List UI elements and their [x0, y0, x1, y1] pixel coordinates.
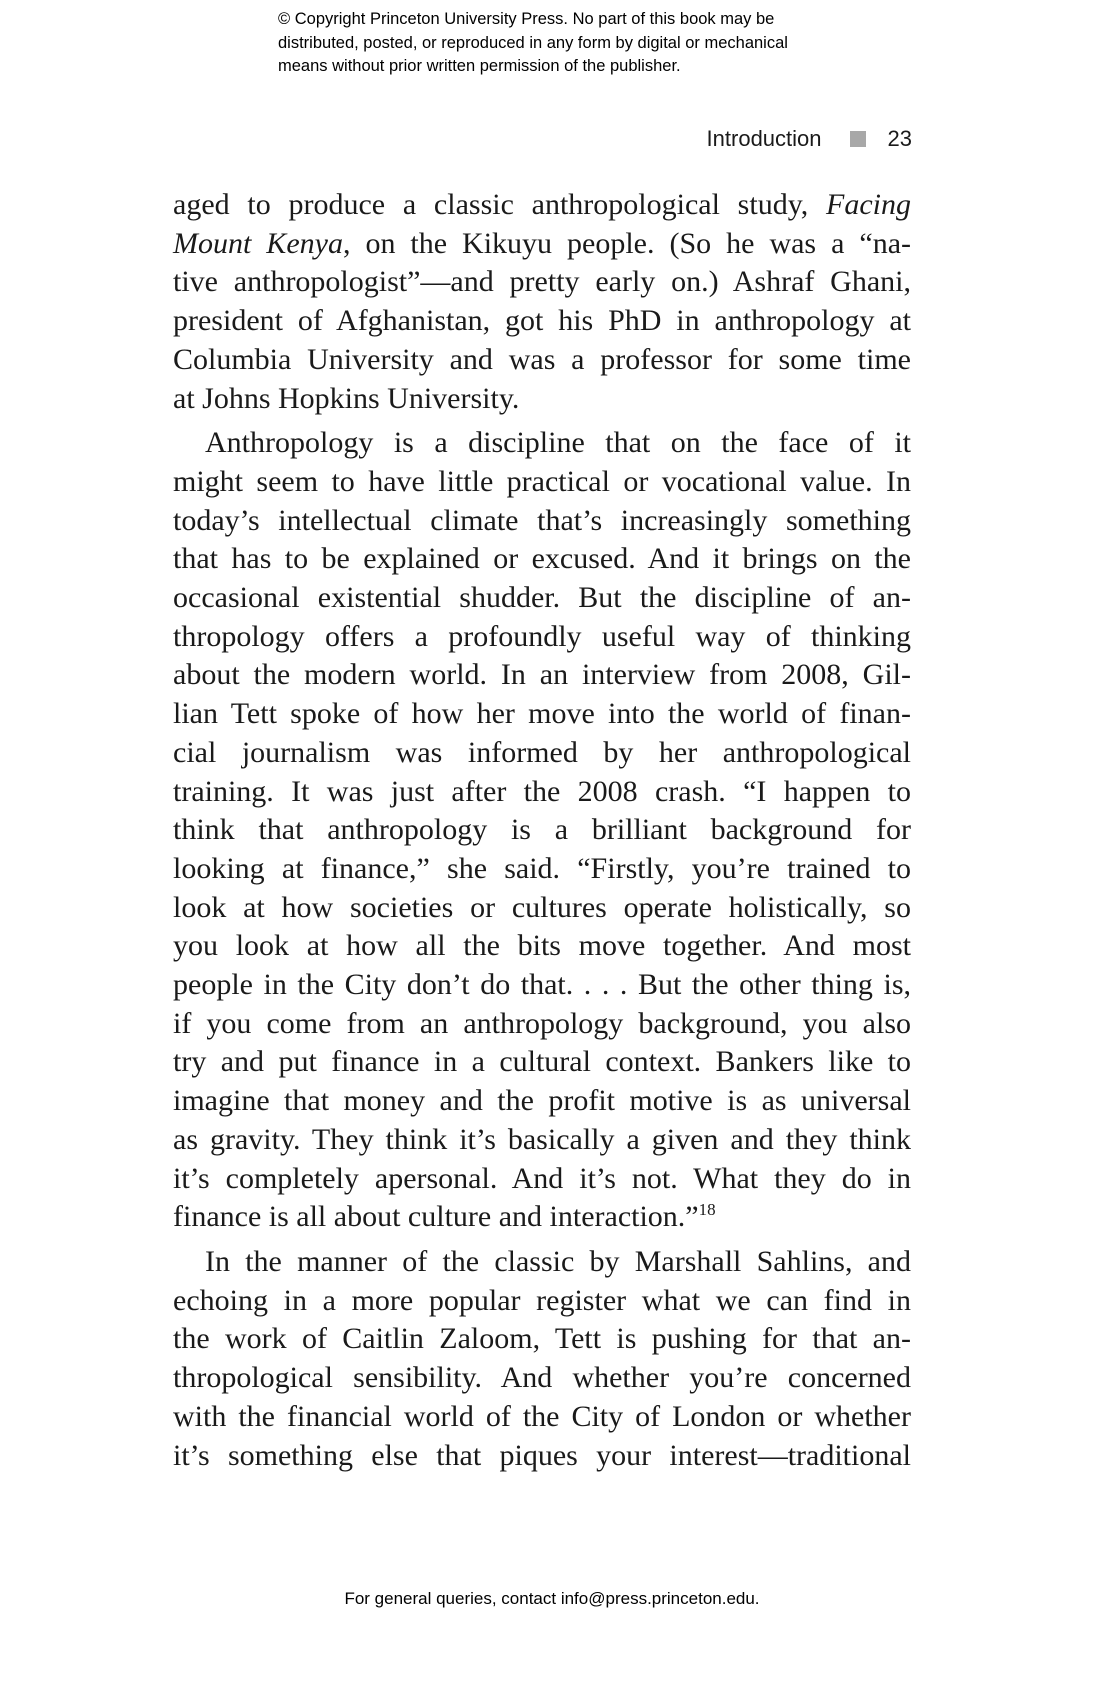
text-line: Anthropology is a discipline that on the face of it [205, 426, 911, 460]
text-line: today’s intellectual climate that’s increasingly something [173, 503, 911, 537]
text-line: think that anthropology is a brilliant background for [173, 813, 911, 847]
text-line: cial journalism was informed by her anthropological [173, 735, 911, 769]
text-line: as gravity. They think it’s basically a given and they think [173, 1122, 911, 1156]
text-line: if you come from an anthropology background, you also [173, 1006, 911, 1040]
text-line: it’s something else that piques your interest—traditional [173, 1438, 911, 1472]
text-line: thropology offers a profoundly useful way of thinking [173, 619, 911, 653]
text-line: looking at finance,” she said. “Firstly, you’re trained to [173, 851, 911, 885]
text-line: tive anthropologist”—and pretty early on.) Ashraf Ghani, [173, 265, 911, 299]
text-line: at Johns Hopkins University. [173, 381, 520, 415]
copyright-notice [278, 8, 918, 79]
body-text [173, 186, 911, 1475]
text-line: people in the City don’t do that. . . . But the other thing is, [173, 968, 911, 1002]
chapter-title: Introduction [706, 126, 822, 151]
text-line: lian Tett spoke of how her move into the world of finan- [173, 697, 911, 731]
book-title: Mount Kenya [173, 226, 343, 260]
copyright-line: © Copyright Princeton University Press. No part of this book may be [278, 10, 775, 28]
text-line: Mount Kenya, on the Kikuyu people. (So he was a “na- [173, 226, 911, 260]
text-line: the work of Caitlin Zaloom, Tett is pushing for that an- [173, 1322, 911, 1356]
text-line: aged to produce a classic anthropological study, Facing [173, 188, 911, 221]
text-line: it’s completely apersonal. And it’s not. What they do in [173, 1161, 911, 1195]
paragraph [173, 424, 911, 1237]
page-number: 23 [887, 126, 912, 151]
footer-contact: For general queries, contact info@press.princeton.edu. [344, 1589, 760, 1608]
separator-square-icon [850, 131, 866, 147]
text-line: you look at how all the bits move together. And most [173, 929, 911, 963]
text-line: training. It was just after the 2008 crash. “I happen to [173, 774, 911, 808]
text-line: might seem to have little practical or vocational value. In [173, 464, 911, 498]
paragraph [173, 1243, 911, 1475]
text-line: that has to be explained or excused. And it brings on the [173, 542, 911, 576]
copyright-line: means without prior written permission of the publisher. [278, 57, 681, 75]
text-line: about the modern world. In an interview from 2008, Gil- [173, 658, 911, 692]
text-line: thropological sensibility. And whether you’re concerned [173, 1361, 911, 1395]
paragraph [173, 186, 911, 418]
book-title: Facing [826, 188, 911, 221]
text-line: imagine that money and the profit motive is as universal [173, 1084, 911, 1118]
text-line: occasional existential shudder. But the discipline of an- [173, 581, 911, 615]
text-line: president of Afghanistan, got his PhD in anthropology at [173, 304, 911, 338]
footnote-reference[interactable]: 18 [698, 1200, 716, 1220]
text-line: Columbia University and was a professor for some time [173, 342, 911, 376]
text-line: look at how societies or cultures operate holistically, so [173, 890, 911, 924]
text-line: echoing in a more popular register what we can find in [173, 1283, 911, 1317]
text-line: try and put finance in a cultural context. Bankers like to [173, 1045, 911, 1079]
copyright-line: distributed, posted, or reproduced in any form by digital or mechanical [278, 33, 788, 52]
text-line: with the financial world of the City of London or whether [173, 1399, 911, 1433]
text-line: In the manner of the classic by Marshall Sahlins, and [205, 1244, 911, 1278]
running-head [707, 126, 912, 152]
text-line: finance is all about culture and interaction.”$^{18}$ [173, 1200, 716, 1234]
